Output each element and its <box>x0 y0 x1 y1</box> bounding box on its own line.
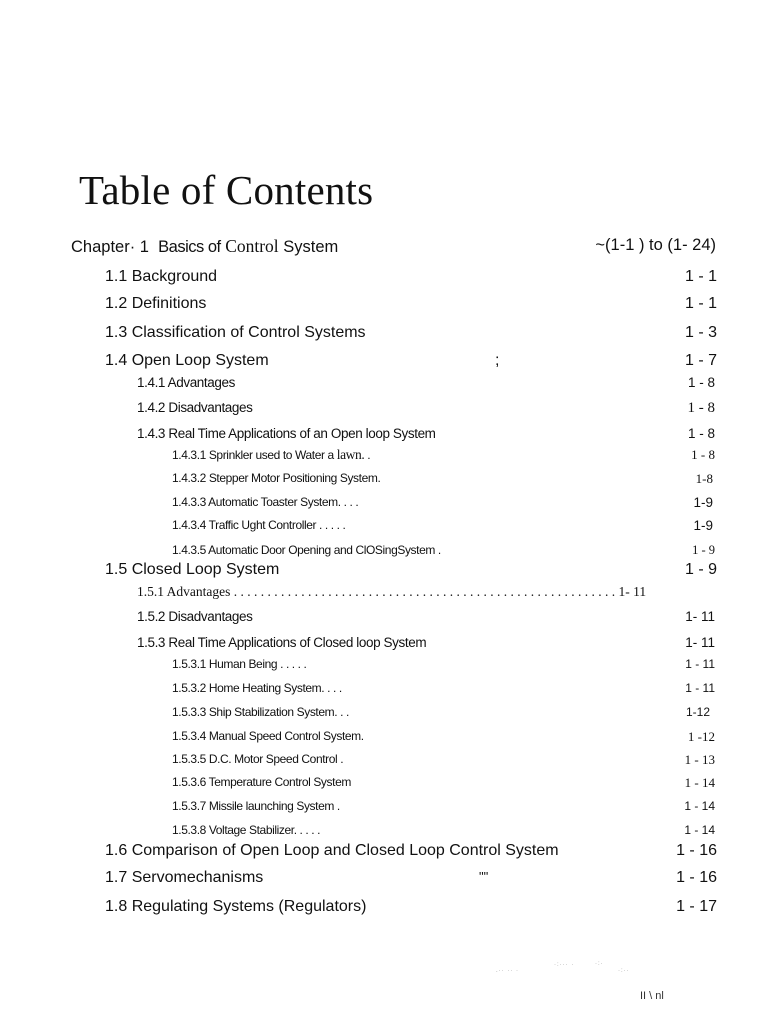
entry-label: 1.4.3.4 Traffic Ught Controller . . . . . <box>172 518 346 532</box>
entry-page: 1 - 7 <box>684 352 717 369</box>
chapter-number: Chapter· 1 <box>71 238 149 256</box>
entry-label: 1.5.3.1 Human Being . . . . . <box>172 657 307 671</box>
entry-label: 1.7 Servomechanisms <box>105 869 264 886</box>
entry-page: 1 - 11 <box>685 681 715 695</box>
entry-page: 1-8 <box>695 471 713 486</box>
entry-label: 1.5.3.7 Missile launching System . <box>172 799 340 813</box>
entry-label: 1.5.1 Advantages . . . . . . . . . . . . . . . . . . . . . . . . . . . . . . . . . . . . . . . . . . . . . . . . . . . . . . . . . 1- 11 <box>137 584 647 599</box>
entry-page: 1 - 13 <box>684 752 715 767</box>
entry-page: 1-12 <box>685 705 710 719</box>
entry-label: 1.4 Open Loop System <box>105 352 269 369</box>
entry-page: 1 - 16 <box>676 842 717 859</box>
entry-page: 1 - 14 <box>684 823 715 837</box>
entry-label-part: 1.4.3.1 Sprinkler used to Water a <box>172 448 337 462</box>
entry-label: 1.5.3.2 Home Heating System. . . . <box>172 681 342 695</box>
entry-page: 1 - 1 <box>684 268 717 285</box>
entry-label: 1.4.3.3 Automatic Toaster System. . . . <box>172 495 359 509</box>
entry-page: 1 - 8 <box>687 375 715 390</box>
entry-page: 1 - 17 <box>676 898 717 915</box>
chapter-title-part: Control <box>225 236 279 256</box>
entry-page: 1-9 <box>693 495 713 510</box>
chapter-label <box>71 236 338 257</box>
entry-label: 1.5.3.8 Voltage Stabilizer. . . . . <box>172 823 321 837</box>
entry-page: 1-9 <box>693 518 713 533</box>
entry-label: 1.4.1 Advantages <box>137 375 235 390</box>
entry-page: 1 - 9 <box>692 543 715 557</box>
entry-label: 1.4.3.5 Automatic Door Opening and ClOSingSystem . <box>172 543 441 557</box>
entry-page: 1 - 3 <box>684 324 717 341</box>
entry-label: 1.4.3.2 Stepper Motor Positioning System. <box>172 471 381 485</box>
entry-label-part: . <box>364 448 371 462</box>
entry-label: 1.5.3 Real Time Applications of Closed loop System <box>137 635 427 650</box>
entry-label: 1.2 Definitions <box>105 295 207 312</box>
entry-page: 1- 11 <box>685 609 715 624</box>
entry-page: 1 - 9 <box>684 561 717 578</box>
footer-mark: II \ nl <box>640 990 664 1002</box>
entry-page: 1 - 11 <box>685 657 715 671</box>
entry-page: 1 - 8 <box>687 426 715 441</box>
entry-label: 1.5.3.6 Temperature Control System <box>172 775 351 789</box>
entry-label: 1.5.2 Disadvantages <box>137 609 253 624</box>
entry-label: 1.6 Comparison of Open Loop and Closed Loop Control System <box>105 842 559 859</box>
entry-label: 1.3 Classification of Control Systems <box>105 324 366 341</box>
entry-label: 1.4.3 Real Time Applications of an Open loop System <box>137 426 436 441</box>
entry-page: 1- 11 <box>685 635 715 650</box>
entry-label-part: lawn. <box>336 447 365 462</box>
entry-label: 1.5.3.4 Manual Speed Control System. <box>172 729 364 743</box>
entry-label: 1.8 Regulating Systems (Regulators) <box>105 898 367 915</box>
entry-page: 1 - 8 <box>691 447 715 462</box>
page-title: Table of Contents <box>79 167 374 213</box>
chapter-title-part: Basics of <box>158 238 221 256</box>
stray-mark: "" <box>479 869 489 884</box>
chapter-page-range: ~(1-1 ) to (1- 24) <box>595 236 716 254</box>
entry-page: 1 -12 <box>687 729 715 744</box>
entry-page: 1 - 1 <box>684 295 717 312</box>
entry-label <box>172 447 370 463</box>
entry-label: 1.5.3.3 Ship Stabilization System. . . <box>172 705 349 719</box>
entry-page: 1 - 14 <box>684 799 715 813</box>
entry-label: 1.5 Closed Loop System <box>105 561 280 578</box>
entry-page: 1 - 14 <box>684 775 715 790</box>
stray-mark: ; <box>495 352 500 369</box>
entry-page: 1 - 16 <box>676 869 717 886</box>
entry-label: 1.4.2 Disadvantages <box>137 400 253 415</box>
entry-label: 1.1 Background <box>105 268 218 285</box>
chapter-title-part: System <box>283 238 339 256</box>
entry-label: 1.5.3.5 D.C. Motor Speed Control . <box>172 752 344 766</box>
entry-page: 1 - 8 <box>687 400 715 416</box>
